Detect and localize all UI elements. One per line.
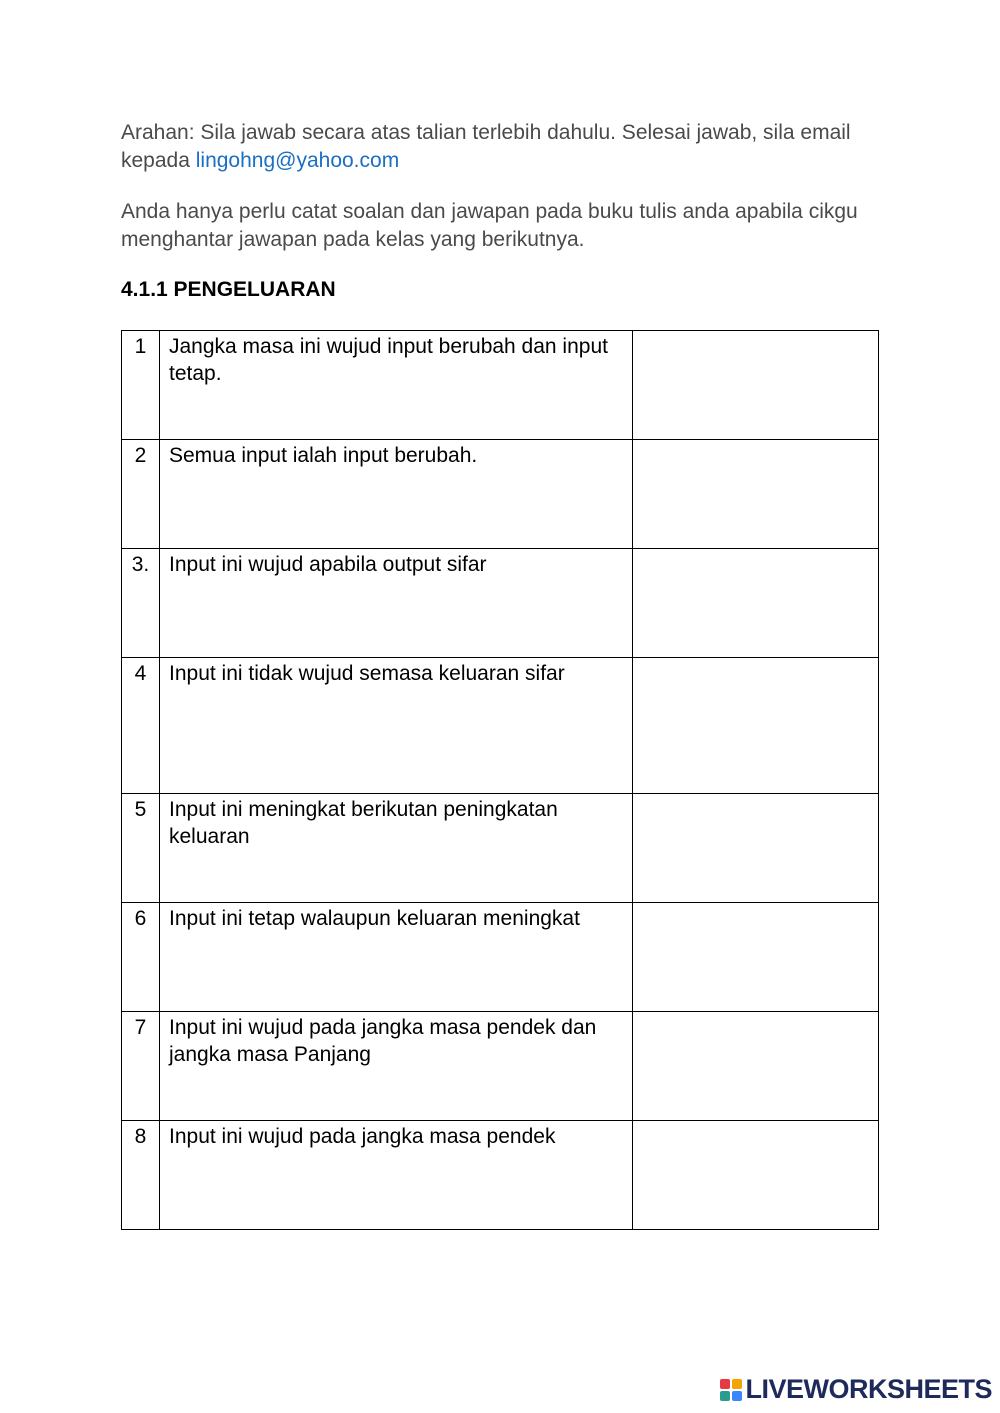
table-row	[122, 331, 879, 440]
table-row	[122, 794, 879, 903]
answer-box[interactable]	[633, 1012, 879, 1121]
logo-text: LIVEWORKSHEETS	[745, 1374, 992, 1404]
question-number: 1	[122, 331, 160, 440]
answer-box[interactable]	[633, 794, 879, 903]
liveworksheets-logo	[720, 1374, 992, 1405]
question-text: Semua input ialah input berubah.	[160, 440, 633, 549]
logo-square-icon	[720, 1391, 730, 1401]
question-text: Jangka masa ini wujud input berubah dan input tetap.	[160, 331, 633, 440]
question-number: 5	[122, 794, 160, 903]
table-row	[122, 903, 879, 1012]
answer-box[interactable]	[633, 440, 879, 549]
table-row	[122, 549, 879, 658]
notes-paragraph: Anda hanya perlu catat soalan dan jawapan pada buku tulis anda apabila cikgu menghantar jawapan pada kelas yang berikutnya.	[121, 200, 858, 251]
section-title: 4.1.1 PENGELUARAN	[121, 278, 336, 301]
question-number: 4	[122, 658, 160, 794]
question-text: Input ini tidak wujud semasa keluaran sifar	[160, 658, 633, 794]
question-table	[121, 330, 879, 1230]
question-number: 7	[122, 1012, 160, 1121]
question-text: Input ini meningkat berikutan peningkatan keluaran	[160, 794, 633, 903]
logo-square-icon	[732, 1391, 742, 1401]
question-text: Input ini wujud apabila output sifar	[160, 549, 633, 658]
answer-box[interactable]	[633, 331, 879, 440]
instructions-paragraph	[121, 119, 881, 175]
question-number: 6	[122, 903, 160, 1012]
logo-square-icon	[732, 1379, 742, 1389]
question-text: Input ini tetap walaupun keluaran meningkat	[160, 903, 633, 1012]
answer-box[interactable]	[633, 1121, 879, 1230]
table-row	[122, 1012, 879, 1121]
question-number: 8	[122, 1121, 160, 1230]
answer-box[interactable]	[633, 549, 879, 658]
question-text: Input ini wujud pada jangka masa pendek	[160, 1121, 633, 1230]
logo-square-icon	[720, 1379, 730, 1389]
answer-box[interactable]	[633, 903, 879, 1012]
instructions-text: Arahan: Sila jawab secara atas talian terlebih dahulu. Selesai jawab, sila email kepada	[121, 121, 851, 172]
email-link[interactable]: lingohng@yahoo.com	[195, 149, 400, 172]
question-number: 3.	[122, 549, 160, 658]
question-text: Input ini wujud pada jangka masa pendek dan jangka masa Panjang	[160, 1012, 633, 1121]
answer-box[interactable]	[633, 658, 879, 794]
table-row	[122, 1121, 879, 1230]
table-row	[122, 440, 879, 549]
table-row	[122, 658, 879, 794]
question-number: 2	[122, 440, 160, 549]
logo-grid-icon	[720, 1379, 742, 1401]
